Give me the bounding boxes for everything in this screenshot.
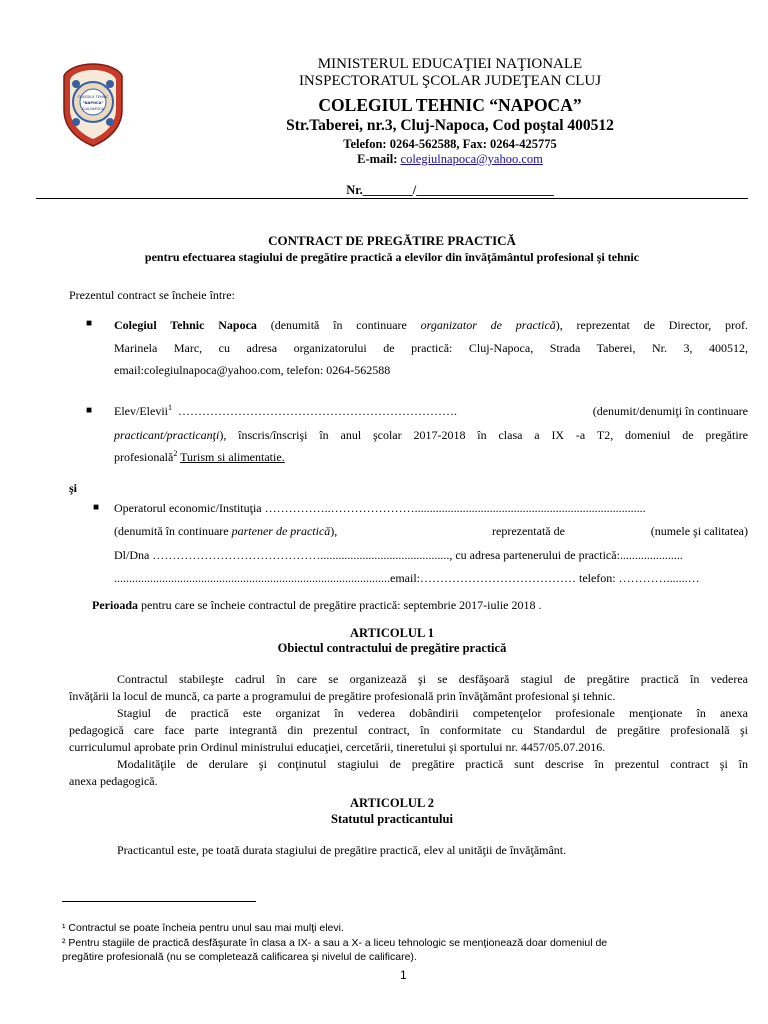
article1-number: ARTICOLUL 1 bbox=[350, 626, 434, 640]
article2-number: ARTICOLUL 2 bbox=[350, 796, 434, 810]
bullet-icon: ■ bbox=[86, 405, 93, 416]
college-address: Str.Taberei, nr.3, Cluj-Napoca, Cod poştal 400512 bbox=[286, 117, 614, 134]
period-line: Perioada pentru care se încheie contractul de pregătire practică: septembrie 2017-iulie 2018 . bbox=[92, 598, 542, 612]
contract-title: CONTRACT DE PREGĂTIRE PRACTICĂ bbox=[268, 233, 516, 248]
logo-middle-text: "NAPOCA" bbox=[82, 101, 104, 105]
party1-role: organizator de practică bbox=[420, 318, 556, 332]
party1-line1: Colegiul Tehnic Napoca (denumită în continuare organizator de practică), reprezentat de Director, prof. bbox=[114, 318, 748, 332]
party3-line1 bbox=[114, 497, 748, 520]
article1-p2-line3: curriculumul aprobate prin Ordinul ministrului educaţiei, cercetării, tineretului şi sportului nr. 4457/05.07.2016. bbox=[69, 740, 606, 754]
party2-line1: Elev/Elevii$^1$ ……………………………………………………………. (denumit/denumiţi în continuare bbox=[114, 403, 748, 418]
footnote-2-line2: pregătire profesională (nu se completează calificarea şi nivelul de calificare). bbox=[62, 951, 417, 963]
party2-line2: practicant/practicanţi), înscris/înscrişi în anul şcolar 2017-2018 în clasa a IX -a T2, domeniul de pregătire bbox=[114, 428, 748, 442]
bullet-icon: ■ bbox=[93, 502, 100, 513]
ministry-name: MINISTERUL EDUCAŢIEI NAŢIONALE bbox=[317, 56, 583, 72]
footnote-1: ¹ Contractul se poate încheia pentru unul sau mai mulţi elevi. bbox=[62, 922, 344, 934]
article1-p3-line1: Modalităţile de derulare şi conţinutul stagiului de pregătire practică sunt descrise în prezentul contract şi în bbox=[117, 757, 748, 771]
article1-p1-line1: Contractul stabileşte cadrul în care se organizează şi se desfăşoară stagiul de pregătire practică în vederea bbox=[117, 672, 748, 686]
email-label: E-mail: bbox=[357, 152, 401, 166]
intro-text: Prezentul contract se încheie între: bbox=[69, 288, 235, 302]
bullet-icon: ■ bbox=[86, 318, 93, 329]
conjunction: şi bbox=[69, 481, 78, 495]
logo-bottom-text: CLUJ-NAPOCA bbox=[82, 107, 104, 111]
article2-title: Statutul practicantului bbox=[331, 812, 453, 826]
article1-p2-line1: Stagiul de practică este organizat în vederea dobândirii competenţelor profesionale menţionate în anexa bbox=[117, 706, 748, 720]
party3-line2: (denumită în continuare partener de practică), reprezentată de (numele şi calitatea) bbox=[114, 524, 748, 538]
article1-title: Obiectul contractului de pregătire practică bbox=[277, 641, 507, 655]
article2-p1: Practicantul este, pe toată durata stagiului de pregătire practică, elev al unităţii de învăţământ. bbox=[117, 843, 567, 857]
party2-line3: profesională$^2$ Turism si alimentatie. bbox=[114, 449, 285, 464]
party1-name: Colegiul Tehnic Napoca bbox=[114, 318, 257, 332]
article1-p1-line2: învăţării la locul de muncă, ca parte a programului de pregătire profesională prin învăţământ profesional şi tehnic. bbox=[69, 689, 616, 703]
registration-number: Nr.________/______________________ bbox=[346, 183, 554, 197]
period-label: Perioada bbox=[92, 598, 138, 612]
student-name-blank[interactable]: ……………………………………………………………. bbox=[177, 404, 457, 418]
college-name: COLEGIUL TEHNIC “NAPOCA” bbox=[318, 95, 582, 115]
inspectorate-name: INSPECTORATUL ŞCOLAR JUDEŢEAN CLUJ bbox=[298, 73, 602, 89]
article1-body bbox=[69, 671, 748, 790]
partner-name-blank[interactable]: ……………..…………………............................................................................. bbox=[264, 501, 646, 515]
college-logo bbox=[62, 62, 124, 148]
party2-label: Elev/Elevii bbox=[114, 404, 168, 418]
college-crest-icon bbox=[62, 62, 124, 148]
party2-role: practicant/practicanţi bbox=[114, 428, 220, 442]
page-number: 1 bbox=[400, 968, 407, 982]
party3-label: Operatorul economic/Instituţia bbox=[114, 501, 262, 515]
email-link[interactable]: colegiulnapoca@yahoo.com bbox=[400, 152, 543, 166]
party1-line3: email:colegiulnapoca@yahoo.com, telefon: 0264-562588 bbox=[114, 363, 391, 377]
email-line bbox=[160, 152, 740, 167]
article1-p2-line2: pedagogică care face parte integrantă din prezentul contract, în conformitate cu Standardul de pregătire profesională şi bbox=[69, 723, 748, 737]
footnote-ref-1: 1 bbox=[167, 403, 172, 412]
party3-line4[interactable]: ............................................................................................email:………………………………… telefon: ………….......… bbox=[114, 571, 700, 585]
footnote-ref-2: 2 bbox=[173, 449, 178, 458]
party1-line2: Marinela Marc, cu adresa organizatorului de practică: Cluj-Napoca, Strada Taberei, Nr. 3, 400512, bbox=[114, 341, 748, 355]
phone-fax: Telefon: 0264-562588, Fax: 0264-425775 bbox=[343, 137, 557, 151]
party3-line3[interactable]: Dl/Dna ……………………………………..........................................., cu adresa partenerului de practică:..................... bbox=[114, 548, 683, 562]
domain-value: Turism si alimentatie. bbox=[180, 450, 285, 464]
party3-role: partener de practică bbox=[231, 524, 331, 538]
logo-top-text: COLEGIUL TEHNIC bbox=[77, 95, 109, 99]
header-divider bbox=[36, 198, 748, 199]
article1-p3-line2: anexa pedagogică. bbox=[69, 774, 158, 788]
footnote-2-line1: ² Pentru stagiile de practică desfăşurate în clasa a IX- a sau a X- a liceu tehnologic se menţionează doar domeniul de bbox=[62, 937, 608, 949]
contract-subtitle: pentru efectuarea stagiului de pregătire practică a elevilor din învăţământul profesional şi tehnic bbox=[144, 250, 640, 264]
footnote-divider bbox=[62, 901, 256, 902]
